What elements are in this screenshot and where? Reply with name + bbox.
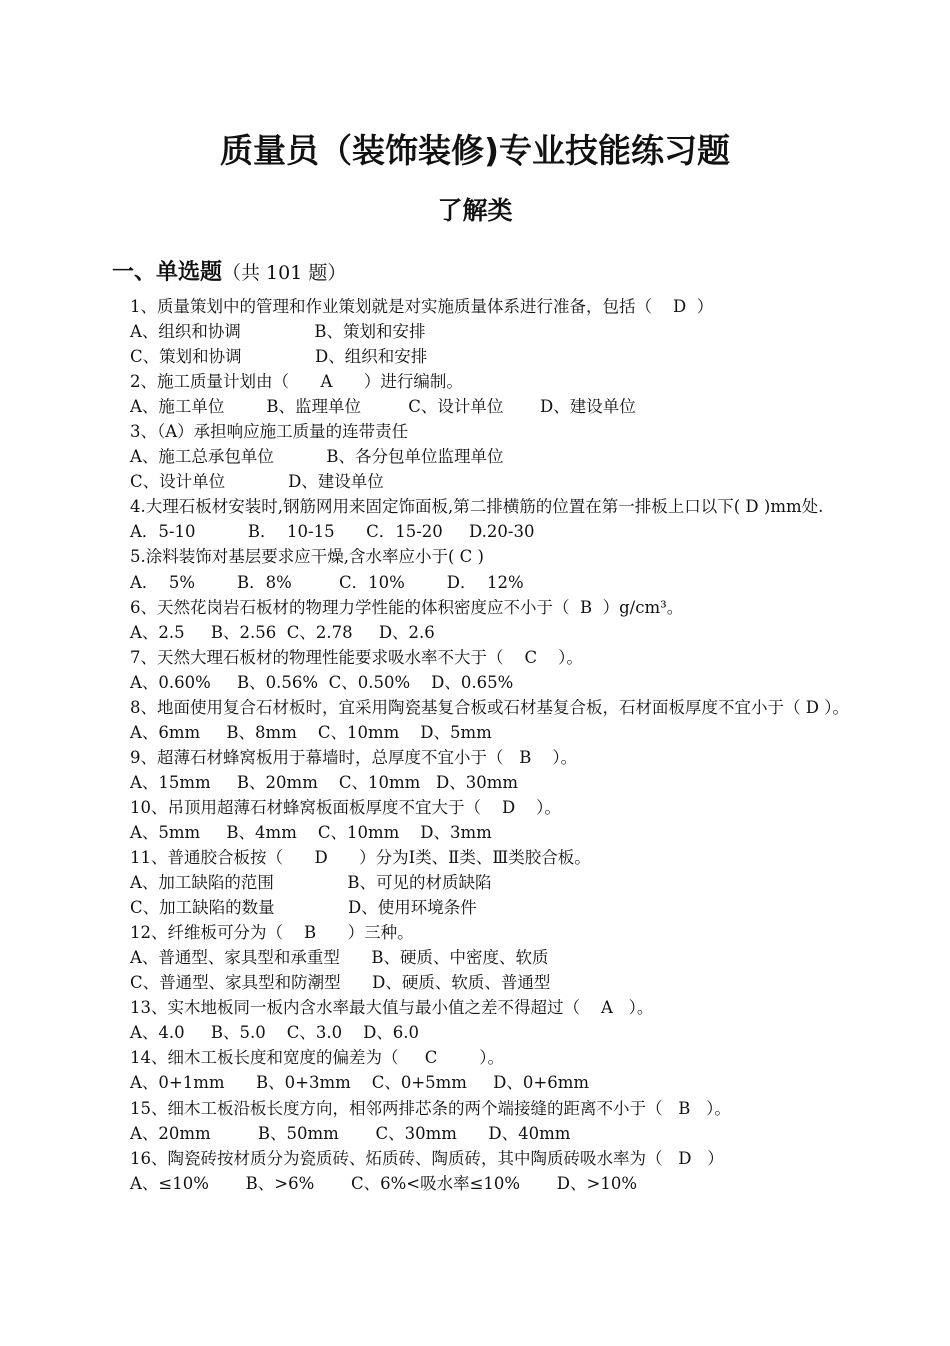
option-line: A、4.0 B、5.0 C、3.0 D、6.0 — [130, 1023, 420, 1043]
question-line: 4.大理石板材安装时,钢筋网用来固定饰面板,第二排横筋的位置在第一排板上口以下( D )mm处. — [130, 497, 824, 517]
section-title: 一、单选题 — [112, 260, 223, 285]
option-line: C、普通型、家具型和防潮型 D、硬质、软质、普通型 — [130, 973, 551, 993]
option-line: A、15mm B、20mm C、10mm D、30mm — [130, 772, 518, 792]
question-line: 13、实木地板同一板内含水率最大值与最小值之差不得超过（ A ）。 — [130, 998, 654, 1018]
question-line: 14、细木工板长度和宽度的偏差为（ C ）。 — [130, 1048, 505, 1068]
section-heading — [112, 257, 346, 290]
option-line: A、6mm B、8mm C、10mm D、5mm — [130, 722, 492, 742]
question-line: 6、天然花岗岩石板材的物理力学性能的体积密度应不小于（ B ）g/cm³。 — [130, 597, 684, 617]
question-line: 10、吊顶用超薄石材蜂窝板面板厚度不宜大于（ D ）。 — [130, 797, 561, 817]
option-line: A、0+1mm B、0+3mm C、0+5mm D、0+6mm — [130, 1073, 590, 1093]
option-line: A、2.5 B、2.56 C、2.78 D、2.6 — [130, 622, 435, 642]
document-title: 质量员（装饰装修)专业技能练习题 — [219, 131, 731, 170]
option-line: A、组织和协调 B、策划和安排 — [130, 322, 426, 342]
question-line: 7、天然大理石板材的物理性能要求吸水率不大于（ C ）。 — [130, 647, 583, 667]
option-line: C、加工缺陷的数量 D、使用环境条件 — [130, 898, 477, 918]
option-line: A、0.60% B、0.56% C、0.50% D、0.65% — [130, 672, 514, 692]
document-subtitle: 了解类 — [437, 196, 513, 225]
question-line: 2、施工质量计划由（ A ）进行编制。 — [130, 372, 463, 392]
question-list — [90, 294, 858, 1196]
option-line: A、5mm B、4mm C、10mm D、3mm — [130, 822, 492, 842]
question-line: 16、陶瓷砖按材质分为瓷质砖、炻质砖、陶质砖，其中陶质砖吸水率为（ D ） — [130, 1148, 724, 1168]
question-line: 9、超薄石材蜂窝板用于幕墙时，总厚度不宜小于（ B ）。 — [130, 747, 578, 767]
option-line: C、设计单位 D、建设单位 — [130, 472, 384, 492]
option-line: A、施工总承包单位 B、各分包单位监理单位 — [130, 447, 504, 467]
question-line: 8、地面使用复合石材板时，宜采用陶瓷基复合板或石材基复合板，石材面板厚度不宜小于（ D ）。 — [130, 697, 849, 717]
option-line: C、策划和协调 D、组织和安排 — [130, 347, 428, 367]
option-line: A、20mm B、50mm C、30mm D、40mm — [130, 1123, 571, 1143]
section-count: （共 101 题） — [222, 262, 347, 284]
question-line: 11、普通胶合板按（ D ）分为Ⅰ类、Ⅱ类、Ⅲ类胶合板。 — [130, 848, 591, 868]
option-line: A、施工单位 B、监理单位 C、设计单位 D、建设单位 — [130, 397, 636, 417]
question-line: 12、纤维板可分为（ B ）三种。 — [130, 923, 414, 943]
option-line: A． 5% B．8% C．10% D． 12% — [130, 572, 524, 592]
question-line: 3、（A）承担响应施工质量的连带责任 — [130, 422, 409, 442]
option-line: A、普通型、家具型和承重型 B、硬质、中密度、软质 — [130, 948, 549, 968]
option-line: A、≤10% B、>6% C、6%<吸水率≤10% D、>10% — [130, 1173, 638, 1193]
option-line: A、加工缺陷的范围 B、可见的材质缺陷 — [130, 873, 492, 893]
option-line: A．5-10 B． 10-15 C．15-20 D.20-30 — [130, 522, 535, 542]
question-line: 1、质量策划中的管理和作业策划就是对实施质量体系进行准备，包括（ D ） — [130, 297, 714, 316]
question-line: 5.涂料装饰对基层要求应干燥,含水率应小于( C ) — [130, 547, 484, 567]
question-line: 15、细木工板沿板长度方向，相邻两排芯条的两个端接缝的距离不小于（ B ）。 — [130, 1098, 731, 1118]
